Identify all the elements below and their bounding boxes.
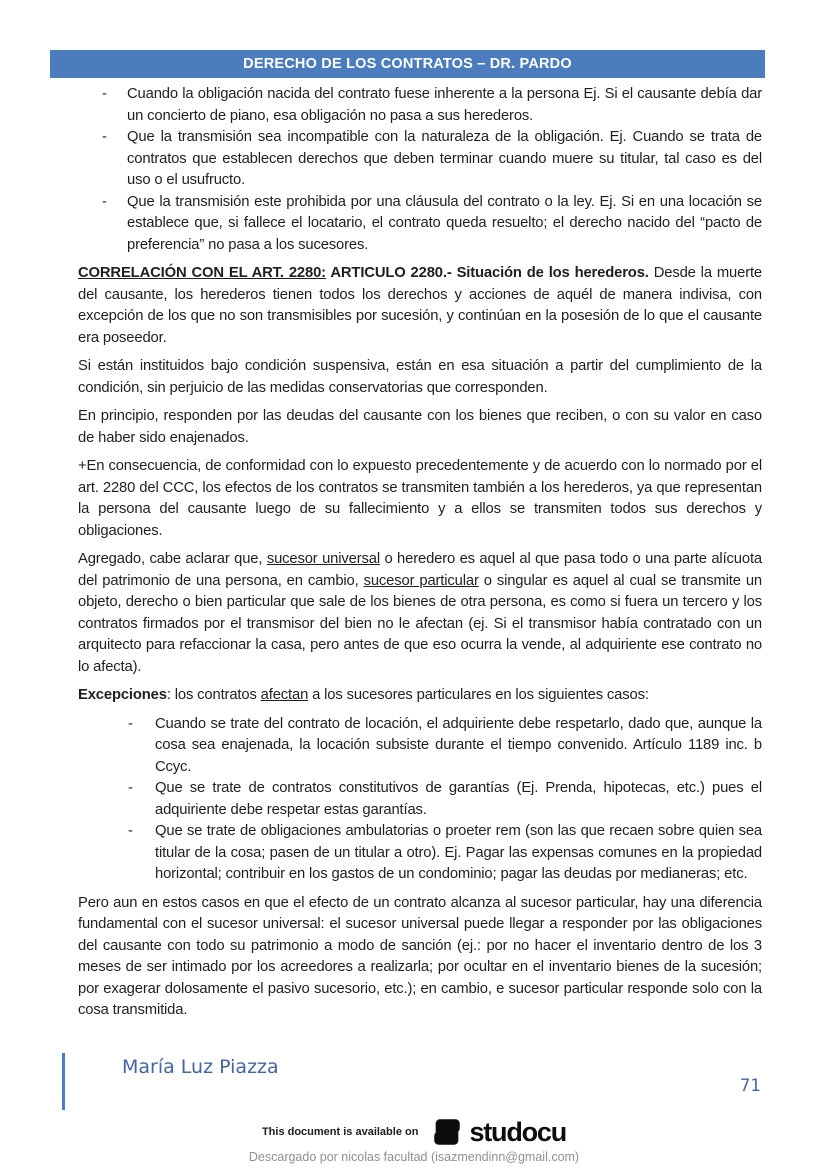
studocu-wordmark: studocu (469, 1116, 567, 1147)
bullet-list-transmission-limits (78, 84, 762, 256)
list-item (78, 714, 762, 779)
list-item-text: Que la transmisión sea incompatible con la naturaleza de la obligación. Ej. Cuando se trata de contratos que establecen derechos que deben terminar cuando muere su titular, tal caso es del uso o el usufructo. (127, 129, 762, 188)
paragraph-condicion-suspensiva: Si están instituidos bajo condición suspensiva, están en esa situación a partir del cumplimiento de la condición, sin perjuicio de las medidas conservatorias que corresponden. (78, 358, 762, 396)
bullet-dash: - (102, 193, 107, 210)
bullet-dash: - (102, 129, 107, 145)
studocu-link[interactable] (430, 1115, 566, 1149)
page-number: 71 (740, 1076, 761, 1096)
list-item (78, 127, 762, 192)
bullet-dash: - (128, 823, 133, 839)
list-item (78, 84, 762, 127)
bullet-list-excepciones (78, 714, 762, 886)
bullet-dash: - (102, 86, 107, 102)
document-body (78, 84, 762, 1029)
paragraph-excepciones-intro: Excepciones: los contratos afectan a los sucesores particulares en los siguientes casos: (78, 687, 649, 703)
list-item-text: Cuando la obligación nacida del contrato fuese inherente a la persona Ej. Si el causante debía dar un concierto de piano, esa obligación no pasa a sus herederos. (127, 86, 762, 124)
list-item-text: Cuando se trate del contrato de locación, el adquiriente debe respetarlo, dado que, aunque la cosa sea enajenada, la locación subsiste durante el tiempo convenido. Artículo 1189 inc. b Ccyc. (155, 715, 762, 775)
paragraph-correlacion-art-2280: CORRELACIÓN CON EL ART. 2280: ARTICULO 2280.- Situación de los herederos. Desde la muerte del causante, los herederos tienen todos los derechos y acciones de aquél de manera indivisa, con excepción de los que no son transmisibles por sucesión, y continúan en la posesión de lo que el causante era poseedor. (78, 265, 763, 346)
list-item (78, 821, 762, 886)
studocu-banner (0, 1111, 828, 1153)
studocu-logo-icon (430, 1115, 464, 1149)
list-item-text: Que se trate de obligaciones ambulatorias o proeter rem (son las que recaen sobre quien sea titular de la cosa; pasen de un titular a otro). Ej. Pagar las expensas comunes en la propiedad horizontal; contribuir en los gastos de un condominio; pagar las deudas por medianeras; etc. (155, 823, 762, 882)
paragraph-deudas-causante: En principio, responden por las deudas del causante con los bienes que reciben, o con su valor en caso de haber sido enajenados. (78, 408, 762, 446)
list-item (78, 778, 762, 821)
list-item (78, 192, 762, 257)
availability-text: This document is available on (261, 1126, 419, 1138)
list-item-text: Que se trate de contratos constitutivos de garantías (Ej. Prenda, hipotecas, etc.) pues el adquiriente debe respetar estas garantías. (155, 780, 762, 818)
download-attribution: Descargado por nicolas facultad (isazmendinn@gmail.com) (248, 1150, 580, 1164)
author-accent-bar (62, 1053, 65, 1110)
paragraph-en-consecuencia: +En consecuencia, de conformidad con lo expuesto precedentemente y de acuerdo con lo normado por el art. 2280 del CCC, los efectos de los contratos se transmiten también a los herederos, ya que representan la persona del causante luego de su fallecimiento y a ellos se transmiten todos sus derechos y obligaciones. (78, 458, 762, 539)
bullet-dash: - (128, 780, 133, 796)
document-header-title: DERECHO DE LOS CONTRATOS – DR. PARDO (243, 56, 572, 72)
author-name: María Luz Piazza (122, 1056, 279, 1078)
bullet-dash: - (128, 715, 133, 732)
paragraph-sucesor-particular-conclusion: Pero aun en estos casos en que el efecto de un contrato alcanza al sucesor particular, hay una diferencia fundamental con el sucesor universal: el sucesor universal puede llegar a responder por las obligaciones del causante con todo su patrimonio a modo de sanción (ej.: por no hacer el inventario dentro de los 3 meses de ser intimado por los acreedores a realizarla; por ocultar en el inventario bienes de la sucesión; por exagerar dolosamente el pasivo sucesorio, etc.); en cambio, e sucesor particular responde solo con la cosa transmitida. (78, 894, 762, 1018)
list-item-text: Que la transmisión este prohibida por una cláusula del contrato o la ley. Ej. Si en una locación se establece que, si fallece el locatario, el contrato queda resuelto; el derecho nacido del “pacto de preferencia” no pasa a los sucesores. (127, 193, 762, 253)
paragraph-sucesor-universal-particular: Agregado, cabe aclarar que, sucesor universal o heredero es aquel al que pasa todo o una parte alícuota del patrimonio de una persona, en cambio, sucesor particular o singular es aquel al cual se transmite un objeto, derecho o bien particular que sale de los bienes de otra persona, es como si fuera un tercero y los contratos firmados por el transmisor del bien no le afectan (ej. Si el transmisor había contratado con un arquitecto para refaccionar la casa, pero antes de que eso ocurra la vende, al adquiriente ese contrato no lo afecta). (78, 551, 762, 675)
document-header-banner (50, 50, 765, 78)
